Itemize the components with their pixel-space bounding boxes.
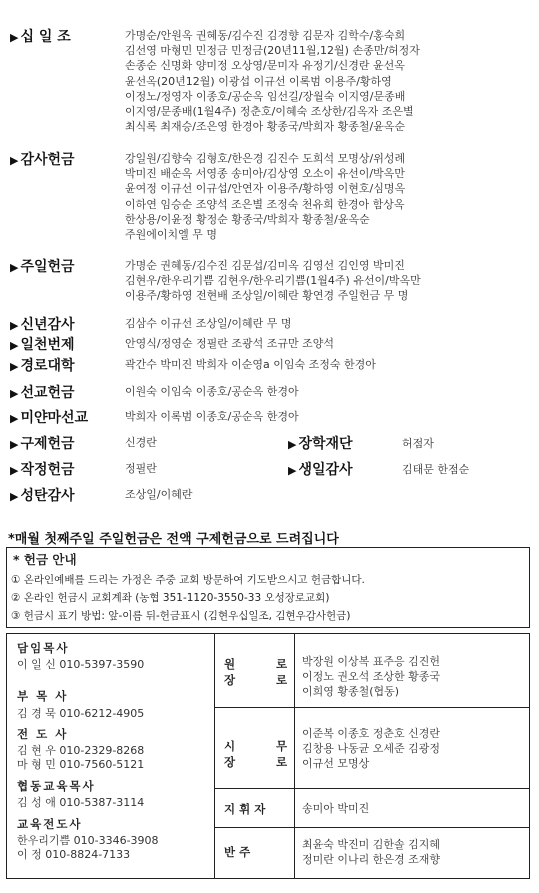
name-line: 박장원 이상복 표주응 김진헌 — [302, 655, 441, 668]
triangle-bullet-icon: ▶ — [10, 412, 19, 425]
name-line: 김창용 나동균 오세준 김광정 — [302, 742, 441, 755]
name-line: 손종순 신명화 양미정 오상영/문미자 유정기/신경란 윤선옥 — [125, 59, 405, 73]
council-label — [214, 789, 295, 827]
scholarship-names: 허점자 — [402, 437, 434, 450]
tithe-section — [10, 26, 532, 136]
staff-contact: 마 형 민 010-7560-5121 — [17, 758, 145, 771]
relief-scholarship-row — [10, 433, 532, 453]
name-line: 윤선옥(20년12월) 이광섭 이규선 이록범 이용주/황하영 — [125, 74, 392, 88]
guide-line: ③ 헌금시 표기 방법: 앞-이름 뒤-헌금표시 (김현우십일조, 김현우감사헌금) — [11, 610, 351, 622]
name-line: 한상용/이윤정 황정순 황종국/박희자 황종철/윤옥순 — [125, 212, 370, 226]
council-row — [214, 708, 529, 789]
label-char: 무 — [276, 739, 288, 753]
council-names — [302, 837, 440, 867]
council-label — [214, 708, 295, 788]
council-names — [302, 654, 440, 699]
label-char: 원 — [224, 657, 236, 671]
birthday-names: 김태문 한점순 — [402, 463, 470, 476]
newyear-section — [10, 314, 532, 334]
relief-names: 신경란 — [125, 436, 157, 449]
elders-names: 곽간수 박미진 박희자 이순영a 이임숙 조정숙 한경아 — [125, 358, 376, 371]
label-text: 지 휘 자 — [224, 802, 266, 816]
label-char: 로 — [276, 673, 288, 687]
elders-section — [10, 355, 532, 375]
myanmar-heading: ▶ 미얀마선교 — [10, 410, 89, 426]
council-directory — [214, 634, 529, 878]
name-line: 주원에이치엘 무 명 — [125, 228, 218, 242]
oneliner-heading: ▶ 일천번제 — [10, 337, 75, 353]
name-line: 이정노/정영자 이종호/공순옥 임선길/장월숙 이지영/문종배 — [125, 89, 406, 103]
sunday-names — [125, 258, 532, 304]
sunday-heading: ▶ 주일헌금 — [10, 259, 75, 275]
label-text: 반 주 — [224, 845, 251, 859]
council-row — [214, 828, 529, 878]
staff-contact: 이 일 신 010-5397-3590 — [17, 658, 145, 671]
triangle-bullet-icon: ▶ — [10, 360, 19, 373]
staff-role: 부 목 사 — [17, 689, 69, 703]
staff-role: 전 도 사 — [17, 727, 69, 741]
council-label — [214, 828, 295, 878]
label-char: 장 — [224, 755, 236, 769]
staff-role: 담임목사 — [17, 641, 70, 655]
name-line: 김현우/한우리기쁨 김현우/한우리기쁨(1월4주) 유선이/박옥만 — [125, 274, 421, 288]
triangle-bullet-icon: ▶ — [10, 154, 19, 167]
elders-heading: ▶ 경로대학 — [10, 358, 75, 374]
triangle-bullet-icon: ▶ — [10, 464, 19, 477]
name-line: 이희영 황종철(협동) — [302, 685, 400, 698]
name-line: 이정노 권오석 조상한 황종국 — [302, 670, 441, 683]
staff-contact: 이 정 010-8824-7133 — [17, 848, 131, 861]
seed-names: 정필란 — [125, 462, 157, 475]
mission-names: 이원숙 이임숙 이종호/공순옥 한경아 — [125, 385, 299, 398]
name-line: 이하연 임승순 조양석 조은별 조정숙 천유희 한경아 함상옥 — [125, 197, 405, 211]
christmas-section — [10, 485, 532, 505]
triangle-bullet-icon: ▶ — [10, 261, 19, 274]
name-line: 이규선 모명상 — [302, 757, 370, 770]
monthly-notice: *매월 첫째주일 주일헌금은 전액 구제헌금으로 드려집니다 — [8, 532, 339, 547]
staff-table — [6, 633, 530, 879]
mission-section — [10, 382, 532, 402]
scholarship-heading: ▶ 장학재단 — [288, 436, 353, 452]
sunday-section — [10, 256, 532, 306]
name-line: 이준복 이종호 정춘호 신경란 — [302, 727, 441, 740]
name-line: 강일원/김향숙 김형호/한은경 김진수 도희석 모명상/위성례 — [125, 152, 406, 165]
name-line: 이지영/문종배(1월4주) 정춘호/이혜숙 조상한/김옥자 조은별 — [125, 105, 414, 119]
oneliner-names: 안영식/정영순 정필란 조광석 조규만 조양석 — [125, 337, 334, 350]
tithe-names — [125, 28, 532, 134]
mission-heading: ▶ 선교헌금 — [10, 385, 75, 401]
seed-heading: ▶ 작정헌금 — [10, 462, 75, 478]
label-char: 장 — [224, 673, 236, 687]
myanmar-section — [10, 407, 532, 427]
name-line: 송미아 박미진 — [302, 802, 370, 815]
staff-contact: 김 현 우 010-2329-8268 — [17, 744, 145, 757]
triangle-bullet-icon: ▶ — [10, 387, 19, 400]
name-line: 최윤숙 박진미 김한솔 김지혜 — [302, 838, 441, 851]
myanmar-names: 박희자 이록범 이종호/공순옥 한경아 — [125, 410, 299, 423]
council-row — [214, 634, 529, 708]
thanks-heading: ▶ 감사헌금 — [10, 152, 75, 168]
tithe-heading: ▶ 십 일 조 — [10, 29, 71, 45]
newyear-heading: ▶ 신년감사 — [10, 317, 75, 333]
triangle-bullet-icon: ▶ — [10, 490, 19, 503]
label-char: 로 — [276, 657, 288, 671]
name-line: 정미란 이나리 한은경 조재향 — [302, 853, 441, 866]
offering-guide-box — [6, 547, 530, 628]
name-line: 이용주/황하영 전현배 조상일/이혜란 황연경 주일헌금 무 명 — [125, 289, 409, 303]
staff-contact: 김 경 묵 010-6212-4905 — [17, 707, 145, 720]
staff-role: 협동교육목사 — [17, 779, 96, 793]
guide-title: * 헌금 안내 — [13, 552, 77, 567]
newyear-names: 김삼수 이규선 조상일/이혜란 무 명 — [125, 317, 292, 330]
guide-line: ① 온라인예배를 드리는 가정은 주중 교회 방문하여 기도받으시고 헌금합니다. — [11, 574, 365, 586]
birthday-heading: ▶ 생일감사 — [288, 462, 353, 478]
label-char: 로 — [276, 755, 288, 769]
name-line: 박미진 배순옥 서영종 송미아/김상영 오소이 유선이/박옥만 — [125, 167, 405, 181]
council-row — [214, 789, 529, 828]
oneliner-section — [10, 334, 532, 354]
pastor-directory — [7, 634, 215, 878]
label-char: 시 — [224, 739, 236, 753]
seed-birthday-row — [10, 459, 532, 479]
triangle-bullet-icon: ▶ — [10, 438, 19, 451]
relief-heading: ▶ 구제헌금 — [10, 436, 75, 452]
council-label — [214, 634, 295, 707]
thanks-section — [10, 149, 532, 245]
name-line: 가명순 권혜동/김수진 김문섭/김미옥 김영선 김인영 박미진 — [125, 259, 405, 272]
christmas-heading: ▶ 성탄감사 — [10, 488, 75, 504]
staff-role: 교육전도사 — [17, 817, 83, 831]
staff-contact: 한우리기쁨 010-3346-3908 — [17, 834, 159, 847]
triangle-bullet-icon: ▶ — [288, 438, 297, 451]
name-line: 최식록 최재승/조은영 한경아 황종국/박희자 황종철/윤옥순 — [125, 120, 406, 134]
triangle-bullet-icon: ▶ — [10, 319, 19, 332]
name-line: 김선영 마형민 민정금 민정금(20년11월,12월) 손종만/허정자 — [125, 44, 420, 58]
thanks-names — [125, 151, 532, 242]
guide-line: ② 온라인 헌금시 교회계좌 (농협 351-1120-3550-33 오성장로교회) — [11, 592, 330, 604]
council-names — [302, 726, 440, 771]
council-names — [302, 801, 369, 816]
triangle-bullet-icon: ▶ — [10, 31, 19, 44]
triangle-bullet-icon: ▶ — [288, 464, 297, 477]
name-line: 가명순/안원옥 권혜동/김수진 김경향 김문자 김학수/홍숙희 — [125, 29, 406, 42]
staff-contact: 김 성 애 010-5387-3114 — [17, 796, 145, 809]
name-line: 윤여정 이규선 이규섭/안연자 이용주/황하영 이현호/심명옥 — [125, 182, 406, 196]
triangle-bullet-icon: ▶ — [10, 339, 19, 352]
christmas-names: 조상일/이혜란 — [125, 488, 193, 501]
